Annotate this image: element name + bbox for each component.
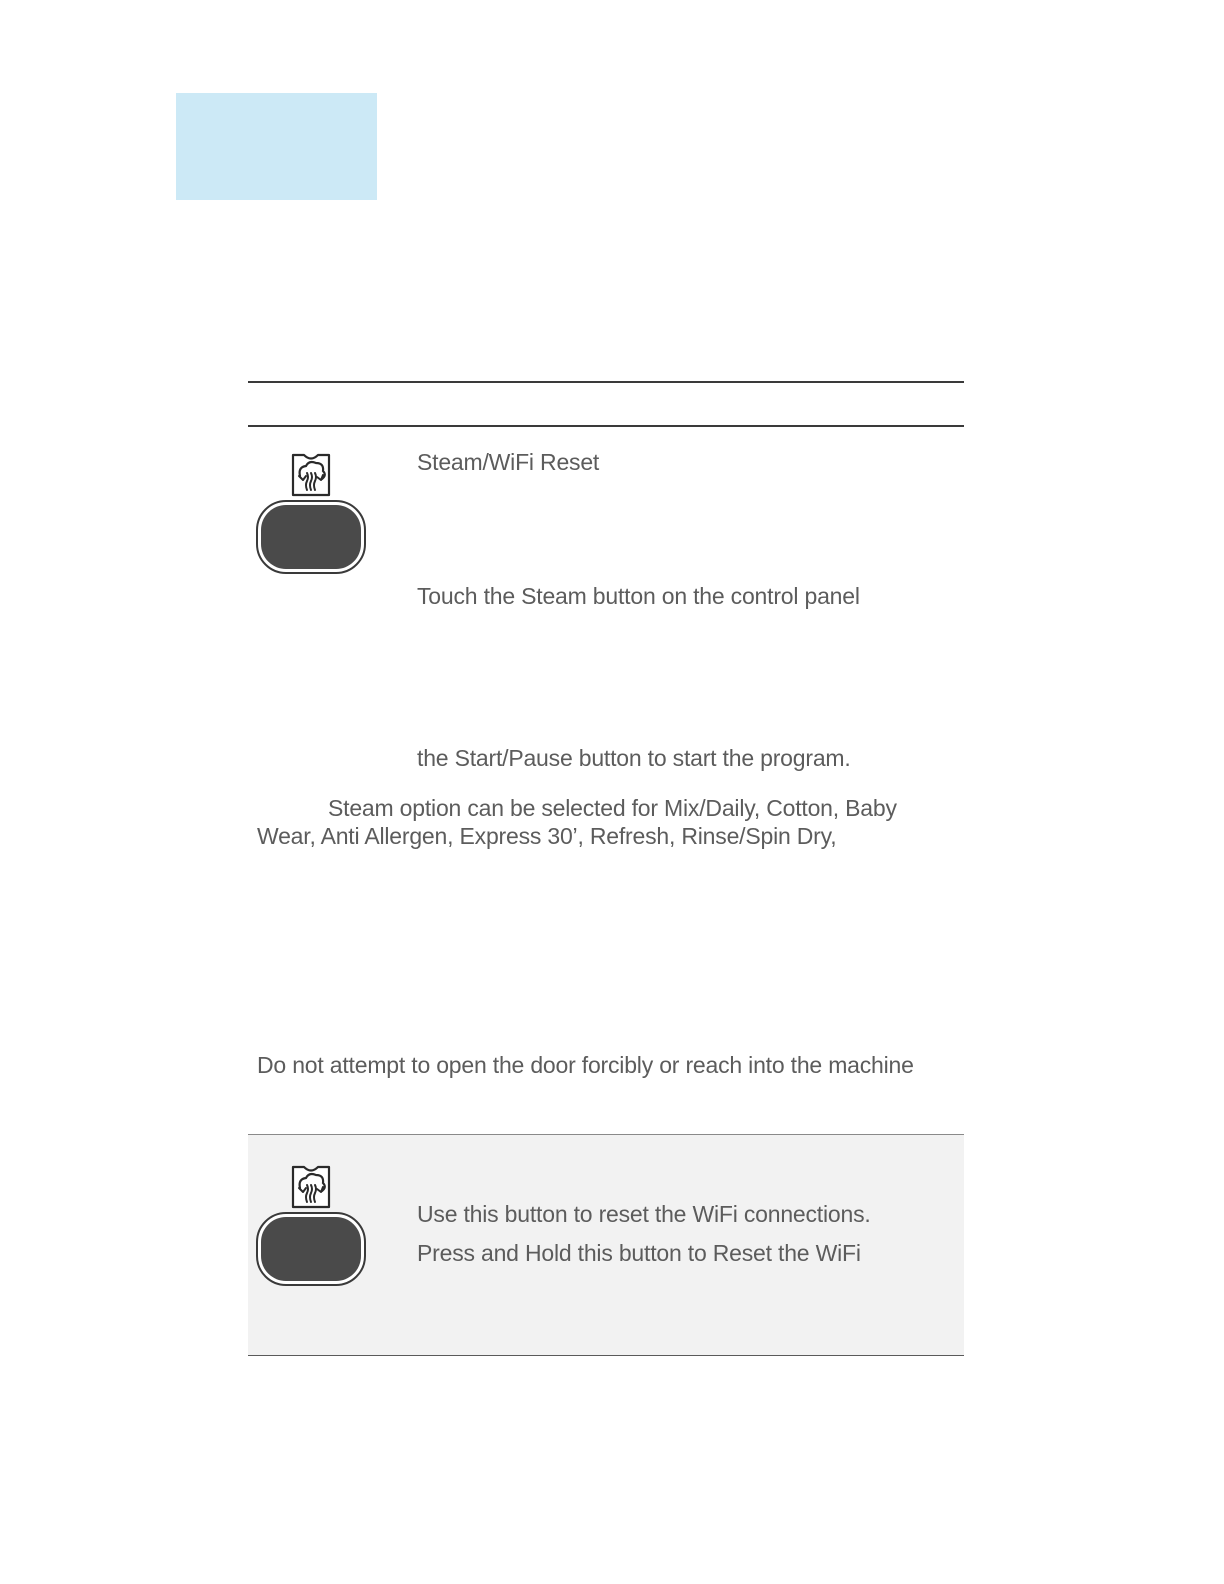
steam-control-illustration: [256, 452, 368, 586]
note-line-2: Wear, Anti Allergen, Express 30’, Refresh, Rinse/Spin Dry,: [257, 823, 837, 849]
step-start-pause: the Start/Pause button to start the program.: [417, 745, 851, 771]
steam-button[interactable]: [256, 500, 366, 574]
table-header-rule: [248, 425, 964, 427]
wifi-reset-line-2: Press and Hold this button to Reset the WiFi: [417, 1240, 861, 1266]
steam-icon: [291, 452, 331, 498]
step-touch-steam: Touch the Steam button on the control panel: [417, 583, 860, 609]
wifi-reset-control-illustration: [256, 1164, 368, 1298]
table-bottom-rule: [248, 1355, 964, 1356]
note-line-1: Steam option can be selected for Mix/Daily, Cotton, Baby: [328, 795, 897, 821]
header-accent-block: [176, 93, 377, 200]
wifi-reset-line-1: Use this button to reset the WiFi connections.: [417, 1201, 871, 1227]
steam-icon: [291, 1164, 331, 1210]
wifi-reset-button[interactable]: [256, 1212, 366, 1286]
panel-top-rule: [248, 1134, 964, 1135]
section-title: Steam/WiFi Reset: [417, 449, 600, 475]
wifi-reset-button-face: [261, 1217, 361, 1281]
steam-button-face: [261, 505, 361, 569]
table-top-rule: [248, 381, 964, 383]
warning-text: Do not attempt to open the door forcibly or reach into the machine: [257, 1052, 914, 1078]
